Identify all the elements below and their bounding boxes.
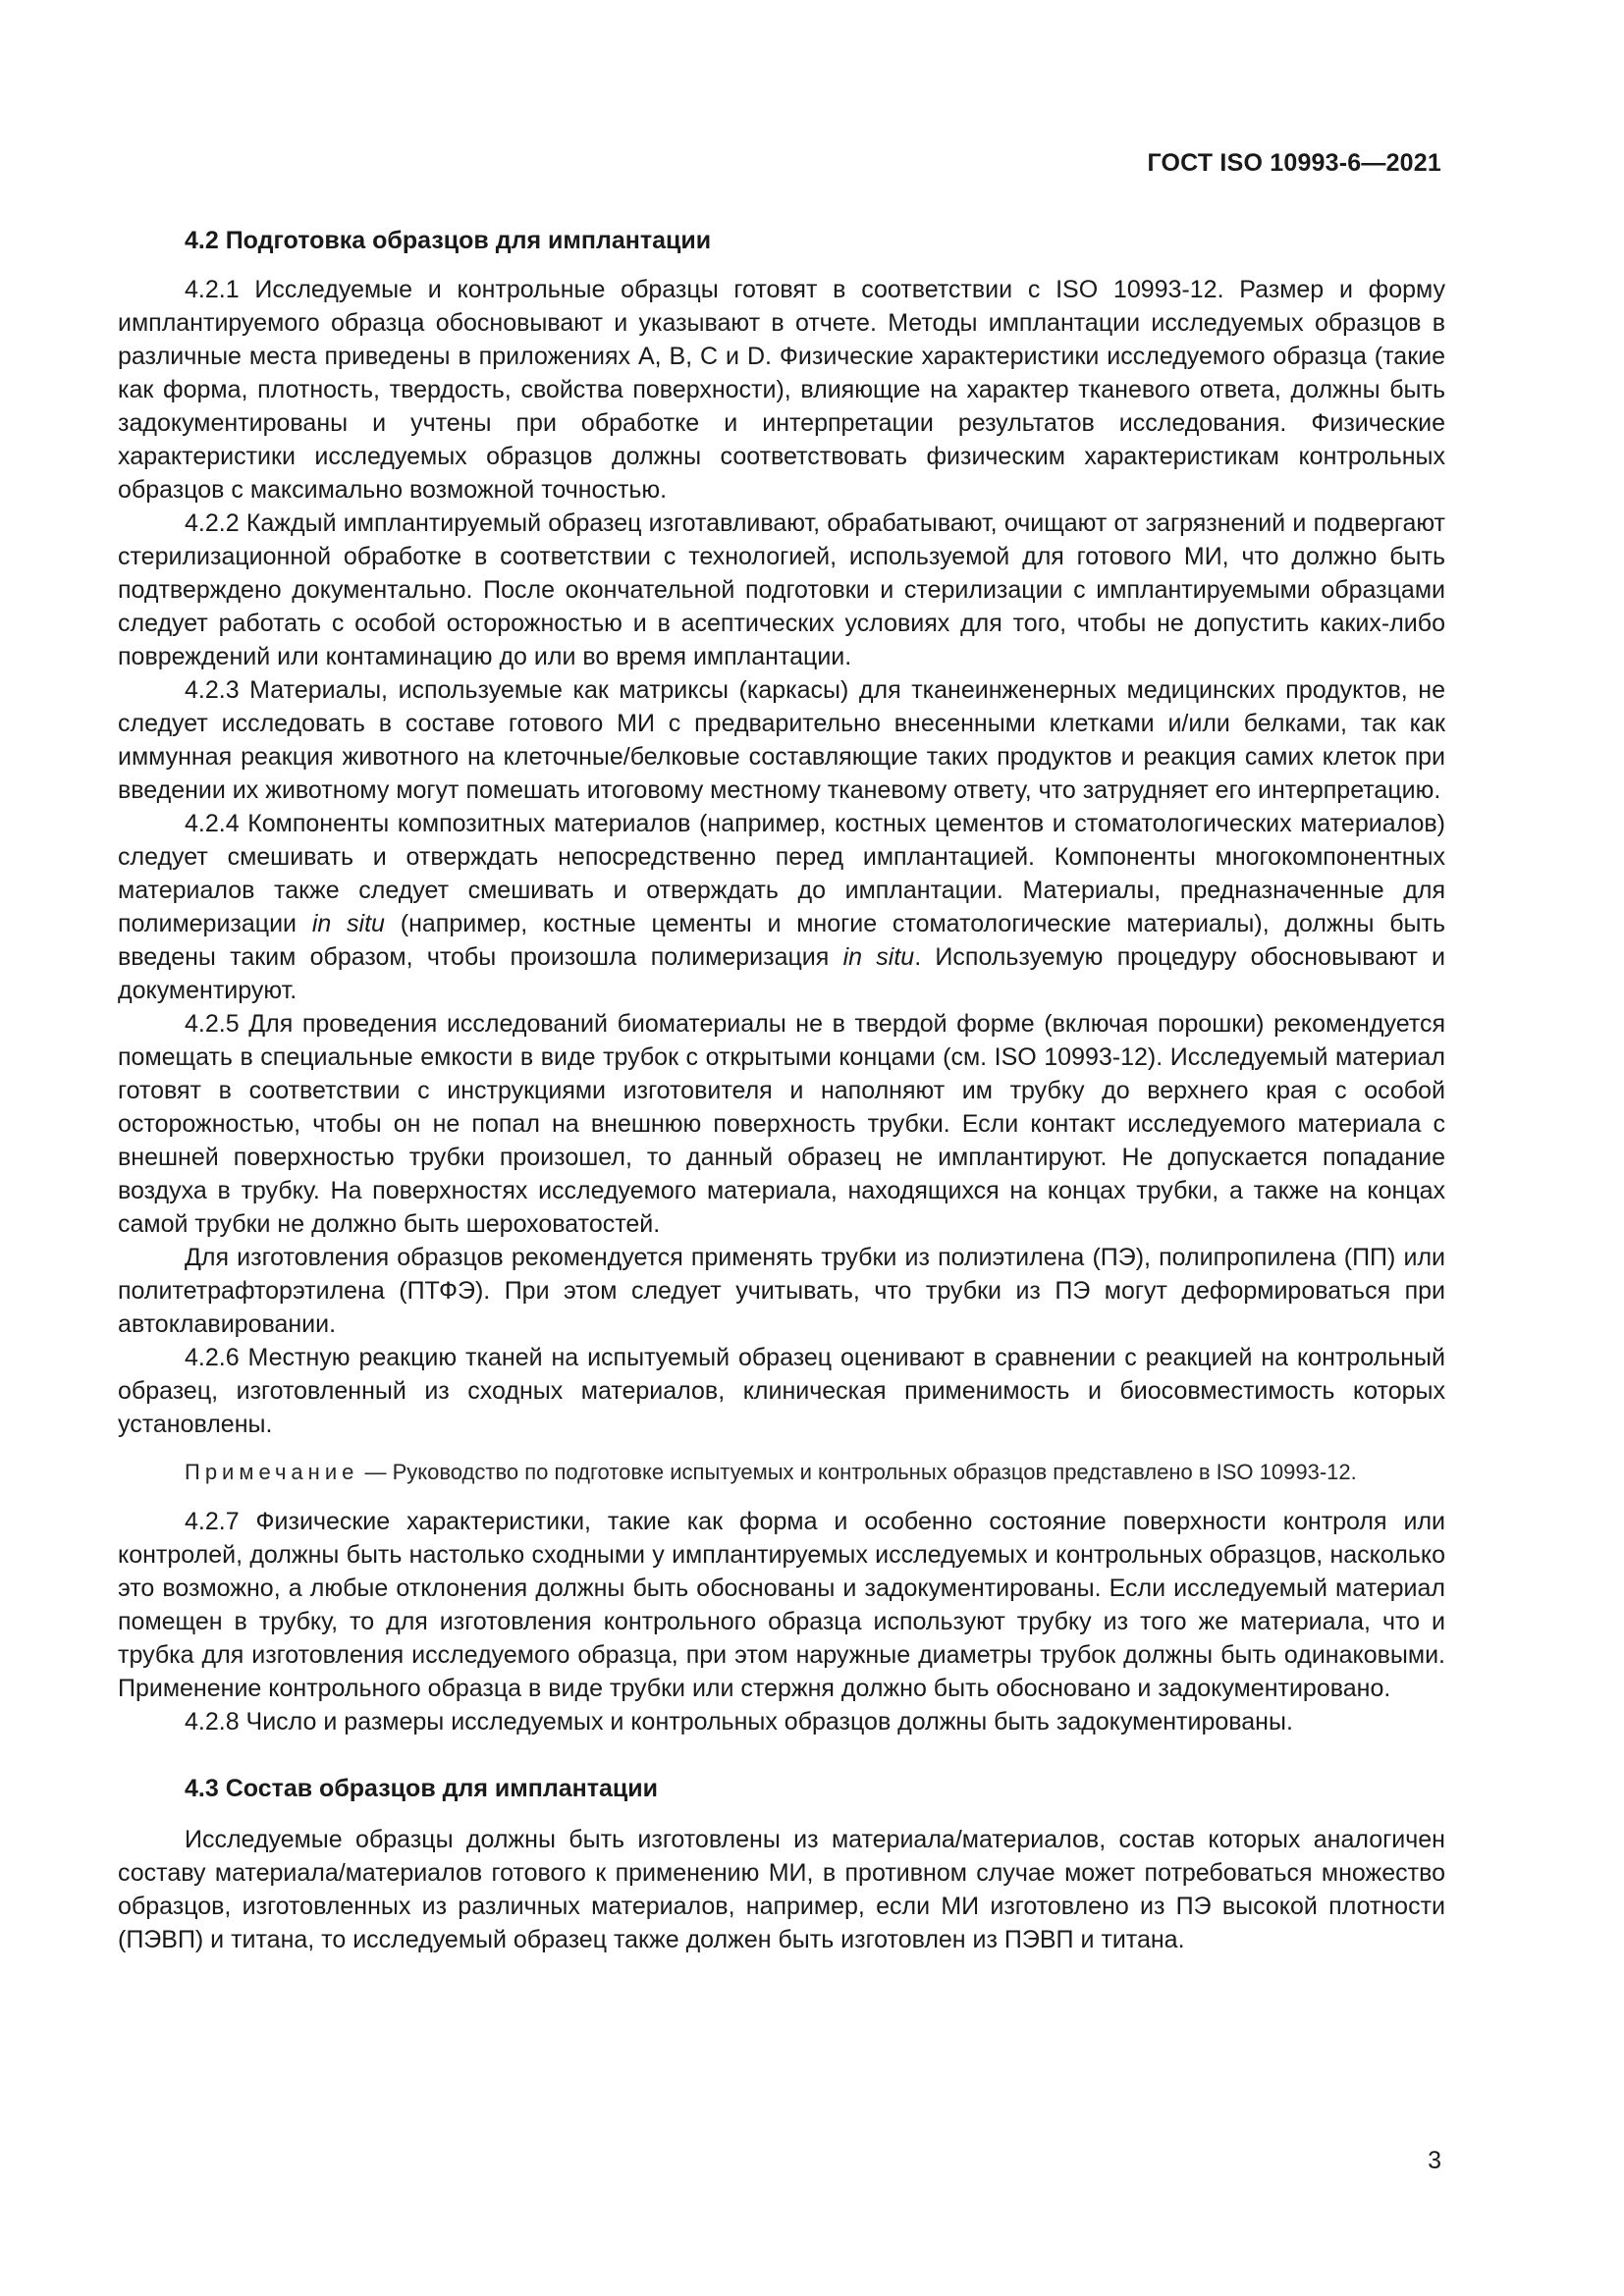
paragraph-4-3: Исследуемые образцы должны быть изготовлены из материала/материалов, состав которых аналогичен составу материала/материалов готового к применению МИ, в противном случае может потребоваться множество образцов, изготовленных из различных материалов, например, если МИ изготовлено из ПЭ высокой плотности (ПЭВП) и титана, то исследуемый образец также должен быть изготовлен из ПЭВП и титана. [118, 1826, 1445, 1953]
paragraph-4-2-8: 4.2.8 Число и размеры исследуемых и контрольных образцов должны быть задокументированы. [185, 1708, 1293, 1735]
paragraph-4-2-4 [118, 807, 1445, 1007]
in-situ-term: in situ [842, 943, 915, 971]
paragraph-4-2-4-part-a: 4.2.4 Компоненты композитных материалов (например, костных цементов и стоматологических материалов) следует смешивать и отверждать непосредственно перед имплантацией. Компоненты многокомпонентных материалов также следует смешивать и отверждать до имплантации. Материалы, предназначенные для полимеризации [118, 810, 1445, 937]
in-situ-term: in situ [311, 910, 385, 937]
paragraph-4-2-1: 4.2.1 Исследуемые и контрольные образцы готовят в соответствии с ISO 10993-12. Размер и форму имплантируемого образца обосновывают и указывают в отчете. Методы имплантации исследуемых образцов в различные места приведены в приложениях А, В, С и D. Физические характеристики исследуемого образца (такие как форма, плотность, твердость, свойства поверхности), влияющие на характер тканевого ответа, должны быть задокументированы и учтены при обработке и интерпретации результатов исследования. Физические характеристики исследуемых образцов должны соответствовать физическим характеристикам контрольных образцов с максимально возможной точностью. [118, 276, 1445, 504]
paragraph-4-2-2: 4.2.2 Каждый имплантируемый образец изготавливают, обрабатывают, очищают от загрязнений и подвергают стерилизационной обработке в соответствии с технологией, используемой для готового МИ, что должно быть подтверждено документально. После окончательной подготовки и стерилизации с имплантируемыми образцами следует работать с особой осторожностью и в асептических условиях для того, чтобы не допустить каких-либо повреждений или контаминацию до или во время имплантации. [118, 509, 1445, 670]
paragraph-4-2-7: 4.2.7 Физические характеристики, такие как форма и особенно состояние поверхности контроля или контролей, должны быть настолько сходными у имплантируемых исследуемых и контрольных образцов, насколько это возможно, а любые отклонения должны быть обоснованы и задокументированы. Если исследуемый материал помещен в трубку, то для изготовления контрольного образца используют трубку из того же материала, что и трубка для изготовления исследуемого образца, при этом наружные диаметры трубок должны быть одинаковыми. Применение контрольного образца в виде трубки или стержня должно быть обосновано и задокументировано. [118, 1508, 1445, 1702]
section-heading-4-3: 4.3 Состав образцов для имплантации [185, 1775, 659, 1802]
paragraph-4-2-4-part-b: (например, костные цементы и многие стоматологические материалы), должны быть введены таким образом, чтобы произошла полимеризация [118, 910, 1445, 971]
paragraph-4-2-5-continued: Для изготовления образцов рекомендуется применять трубки из полиэтилена (ПЭ), полипропилена (ПП) или политетрафторэтилена (ПТФЭ). При этом следует учитывать, что трубки из ПЭ могут деформироваться при автоклавировании. [118, 1244, 1445, 1338]
page-number: 3 [1428, 2147, 1441, 2174]
section-heading-4-2: 4.2 Подготовка образцов для имплантации [185, 227, 712, 254]
paragraph-4-2-4-part-c: . Используемую процедуру обосновывают и документируют. [118, 943, 1446, 1004]
note-label: Примечание [185, 1460, 359, 1484]
paragraph-4-2-3: 4.2.3 Материалы, используемые как матриксы (каркасы) для тканеинженерных медицинских продуктов, не следует исследовать в составе готового МИ с предварительно внесенными клетками и/или белками, так как иммунная реакция животного на клеточные/белковые составляющие таких продуктов и реакция самих клеток при введении их животному могут помешать итоговому местному тканевому ответу, что затрудняет его интерпретацию. [118, 676, 1445, 804]
paragraph-4-2-6: 4.2.6 Местную реакцию тканей на испытуемый образец оценивают в сравнении с реакцией на контрольный образец, изготовленный из сходных материалов, клиническая применимость и биосовместимость которых установлены. [118, 1344, 1445, 1438]
page-body [118, 224, 1445, 1956]
paragraph-4-2-5: 4.2.5 Для проведения исследований биоматериалы не в твердой форме (включая порошки) рекомендуется помещать в специальные емкости в виде трубок с открытыми концами (см. ISO 10993-12). Исследуемый материал готовят в соответствии с инструкциями изготовителя и наполняют им трубку до верхнего края с особой осторожностью, чтобы он не попал на внешнюю поверхность трубки. Если контакт исследуемого материала с внешней поверхностью трубки произошел, то данный образец не имплантируют. Не допускается попадание воздуха в трубку. На поверхностях исследуемого материала, находящихся на концах трубки, а также на концах самой трубки не должно быть шероховатостей. [118, 1010, 1445, 1238]
note-text: — Руководство по подготовке испытуемых и контрольных образцов представлено в ISO 10993-12. [358, 1460, 1357, 1484]
standard-designation: ГОСТ ISO 10993-6—2021 [1147, 149, 1441, 177]
note [118, 1457, 1445, 1487]
